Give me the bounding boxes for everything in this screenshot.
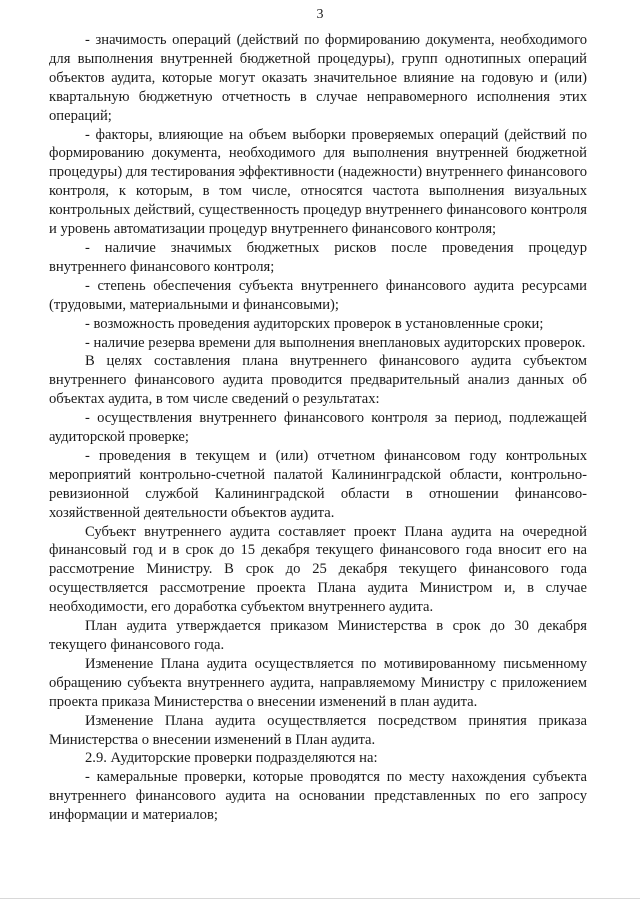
page-number: 3	[316, 7, 324, 22]
paragraph-preliminary-analysis: В целях составления плана внутреннего финансового аудита субъектом внутреннего финансового аудита проводится предварительный анализ данных об объектах аудита, в том числе сведений о результатах:	[49, 353, 587, 408]
document-body	[49, 31, 587, 825]
bottom-divider	[0, 898, 640, 899]
paragraph-control-activities: - проведения в текущем и (или) отчетном финансовом году контрольных мероприятий контрольно-счетной палатой Калининградской области, контрольно-ревизионной службой Калининградской области в отношении финансово-хозяйственной деятельности объектов аудита.	[49, 447, 587, 521]
paragraph-operations-significance: - значимость операций (действий по формированию документа, необходимого для выполнения внутренней бюджетной процедуры), групп однотипных операций объектов аудита, которые могут оказать значительное влияние на годовую и (или) квартальную бюджетную отчетность в случае неправомерного исполнения этих операций;	[49, 32, 587, 124]
paragraph-sample-factors: - факторы, влияющие на объем выборки проверяемых операций (действий по формированию документа, необходимого для выполнения внутренней бюджетной процедуры) для тестирования эффективности (надежности) внутреннего финансового контроля, к которым, в том числе, относятся частота выполнения визуальных контрольных действий, существенность процедур внутреннего финансового контроля и уровень автоматизации процедур внутреннего финансового контроля;	[49, 126, 587, 238]
paragraph-plan-change-request: Изменение Плана аудита осуществляется по мотивированному письменному обращению субъекта внутреннего аудита, направляемому Министру с приложением проекта приказа Министерства о внесении изменений в план аудита.	[49, 655, 587, 710]
paragraph-deadlines: - возможность проведения аудиторских проверок в установленные сроки;	[85, 315, 544, 332]
paragraph-plan-approval: План аудита утверждается приказом Министерства в срок до 30 декабря текущего финансового года.	[49, 618, 587, 653]
paragraph-plan-change-order: Изменение Плана аудита осуществляется посредством принятия приказа Министерства о внесении изменений в План аудита.	[49, 712, 587, 748]
paragraph-budget-risks: - наличие значимых бюджетных рисков после проведения процедур внутреннего финансового контроля;	[49, 239, 587, 275]
paragraph-internal-control-results: - осуществления внутреннего финансового контроля за период, подлежащей аудиторской проверке;	[49, 410, 587, 446]
paragraph-time-reserve: - наличие резерва времени для выполнения внеплановых аудиторских проверок.	[85, 334, 586, 351]
paragraph-desk-audits: - камеральные проверки, которые проводятся по месту нахождения субъекта внутреннего финансового аудита на основании представленных по его запросу информации и материалов;	[49, 769, 587, 824]
paragraph-resources: - степень обеспечения субъекта внутреннего финансового аудита ресурсами (трудовыми, материальными и финансовыми);	[49, 277, 587, 313]
paragraph-section-2-9: 2.9. Аудиторские проверки подразделяются на:	[85, 750, 378, 767]
paragraph-plan-draft: Субъект внутреннего аудита составляет проект Плана аудита на очередной финансовый год и в срок до 15 декабря текущего финансового года вносит его на рассмотрение Министру. В срок до 25 декабря текущего финансового года осуществляется рассмотрение проекта Плана аудита Министром и, в случае необходимости, его доработка субъектом внутреннего аудита.	[49, 523, 587, 616]
